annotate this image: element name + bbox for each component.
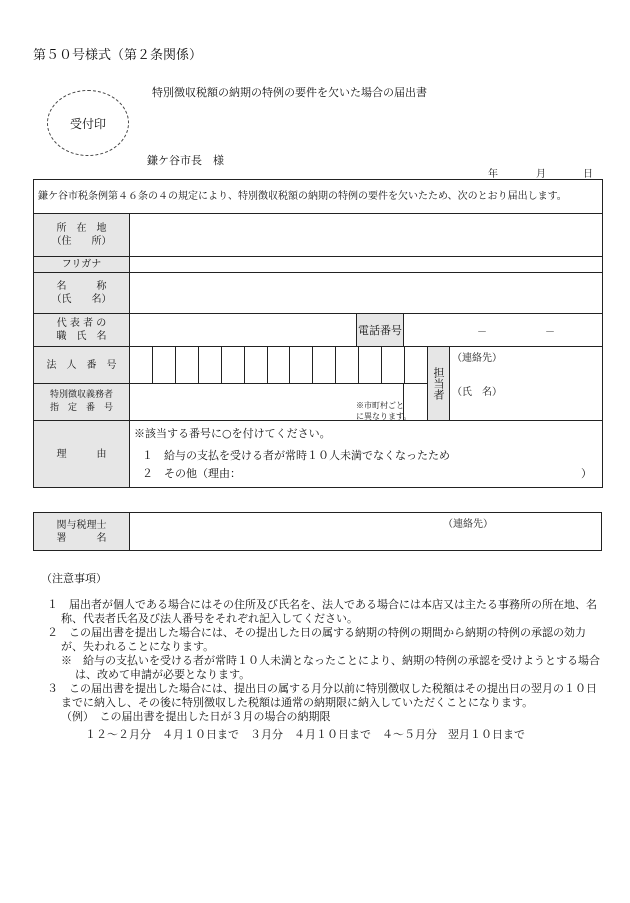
form-number: 第５０号様式（第２条関係） xyxy=(33,48,203,63)
stamp-label: 受付印 xyxy=(69,116,106,131)
date-year: 年 xyxy=(488,169,498,180)
notes-section xyxy=(41,572,607,742)
name-field[interactable] xyxy=(130,273,603,314)
note-example-line: １２～２月分 ４月１０日まで ３月分 ４月１０日まで ４～５月分 翌月１０日まで xyxy=(85,728,525,741)
furigana-label: フリガナ xyxy=(34,257,130,273)
date-day: 日 xyxy=(583,169,593,180)
note-3: ３ この届出書を提出した場合には、提出日の属する月分以前に特別徴収した税額はその提出日の翌月の１０日までに納入し、その後に特別徴収した税額は通常の納期限に納入していただくことになります。 xyxy=(47,682,597,709)
intro-text: 鎌ケ谷市税条例第４６条の４の規定により、特別徴収税額の納期の特例の要件を欠いたため、次のとおり届出します。 xyxy=(34,180,603,214)
tanto-name-label: （氏 名） xyxy=(452,387,502,398)
reason-close: ） xyxy=(581,467,593,480)
reason-option-1[interactable]: １ 給与の支払を受ける者が常時１０人未満でなくなったため xyxy=(142,449,450,462)
representative-field[interactable] xyxy=(130,314,357,347)
representative-label: 代 表 者 の 職 氏 名 xyxy=(34,314,130,347)
phone-label: 電話番号 xyxy=(357,314,404,347)
reason-option-2[interactable]: ２ その他（理由： ） xyxy=(134,465,598,483)
phone-dash-1: － xyxy=(477,327,487,338)
phone-dash-2: － xyxy=(545,327,555,338)
contact-label: （連絡先） xyxy=(452,353,502,364)
note-example-label: （例） この届出書を提出した日が３月の場合の納期限 xyxy=(61,710,331,723)
reception-stamp xyxy=(47,90,129,156)
addressee: 鎌ケ谷市長 様 xyxy=(147,154,224,167)
note-2-sub: ※ 給与の支払いを受ける者が常時１０人未満となったことにより、納期の特例の承認を受けようとする場合は、改めて申請が必要となります。 xyxy=(61,654,600,681)
tax-accountant-field[interactable]: （連絡先） xyxy=(130,513,602,551)
corporate-number-boxes[interactable] xyxy=(130,347,428,384)
notes-heading: （注意事項） xyxy=(41,572,107,585)
contact-field[interactable] xyxy=(450,347,603,421)
corporate-number-label: 法 人 番 号 xyxy=(34,347,130,384)
obligor-number-label: 特別徴収義務者 指 定 番 号 xyxy=(34,384,130,421)
furigana-field[interactable] xyxy=(130,257,603,273)
name-label: 名 称 （氏 名） xyxy=(34,273,130,314)
note-2: ２ この届出書を提出した場合には、その提出した日の属する納期の特例の期間から納期の特例の承認の効力が、失われることになります。 xyxy=(47,626,586,653)
main-form-table xyxy=(33,179,603,488)
reason-label: 理 由 xyxy=(34,421,130,488)
tax-accountant-table xyxy=(33,512,602,551)
tax-accountant-label: 関与税理士 署 名 xyxy=(34,513,130,551)
tanto-label: 担当者 xyxy=(428,347,450,421)
city-note-text: ※市町村ごと に異なります。 xyxy=(356,401,412,421)
reason-field xyxy=(130,421,603,488)
address-field[interactable] xyxy=(130,214,603,257)
form-title: 特別徴収税額の納期の特例の要件を欠いた場合の届出書 xyxy=(152,86,427,99)
address-label: 所 在 地 （住 所） xyxy=(34,214,130,257)
note-1: １ 届出者が個人である場合にはその住所及び氏名を、法人である場合には本店又は主たる事務所の所在地、名称、代表者氏名及び法人番号をそれぞれ記入してください。 xyxy=(47,598,597,625)
date-month: 月 xyxy=(536,169,546,180)
phone-field[interactable] xyxy=(404,314,603,347)
reason-note: ※該当する番号に○を付けてください。 xyxy=(134,427,331,440)
